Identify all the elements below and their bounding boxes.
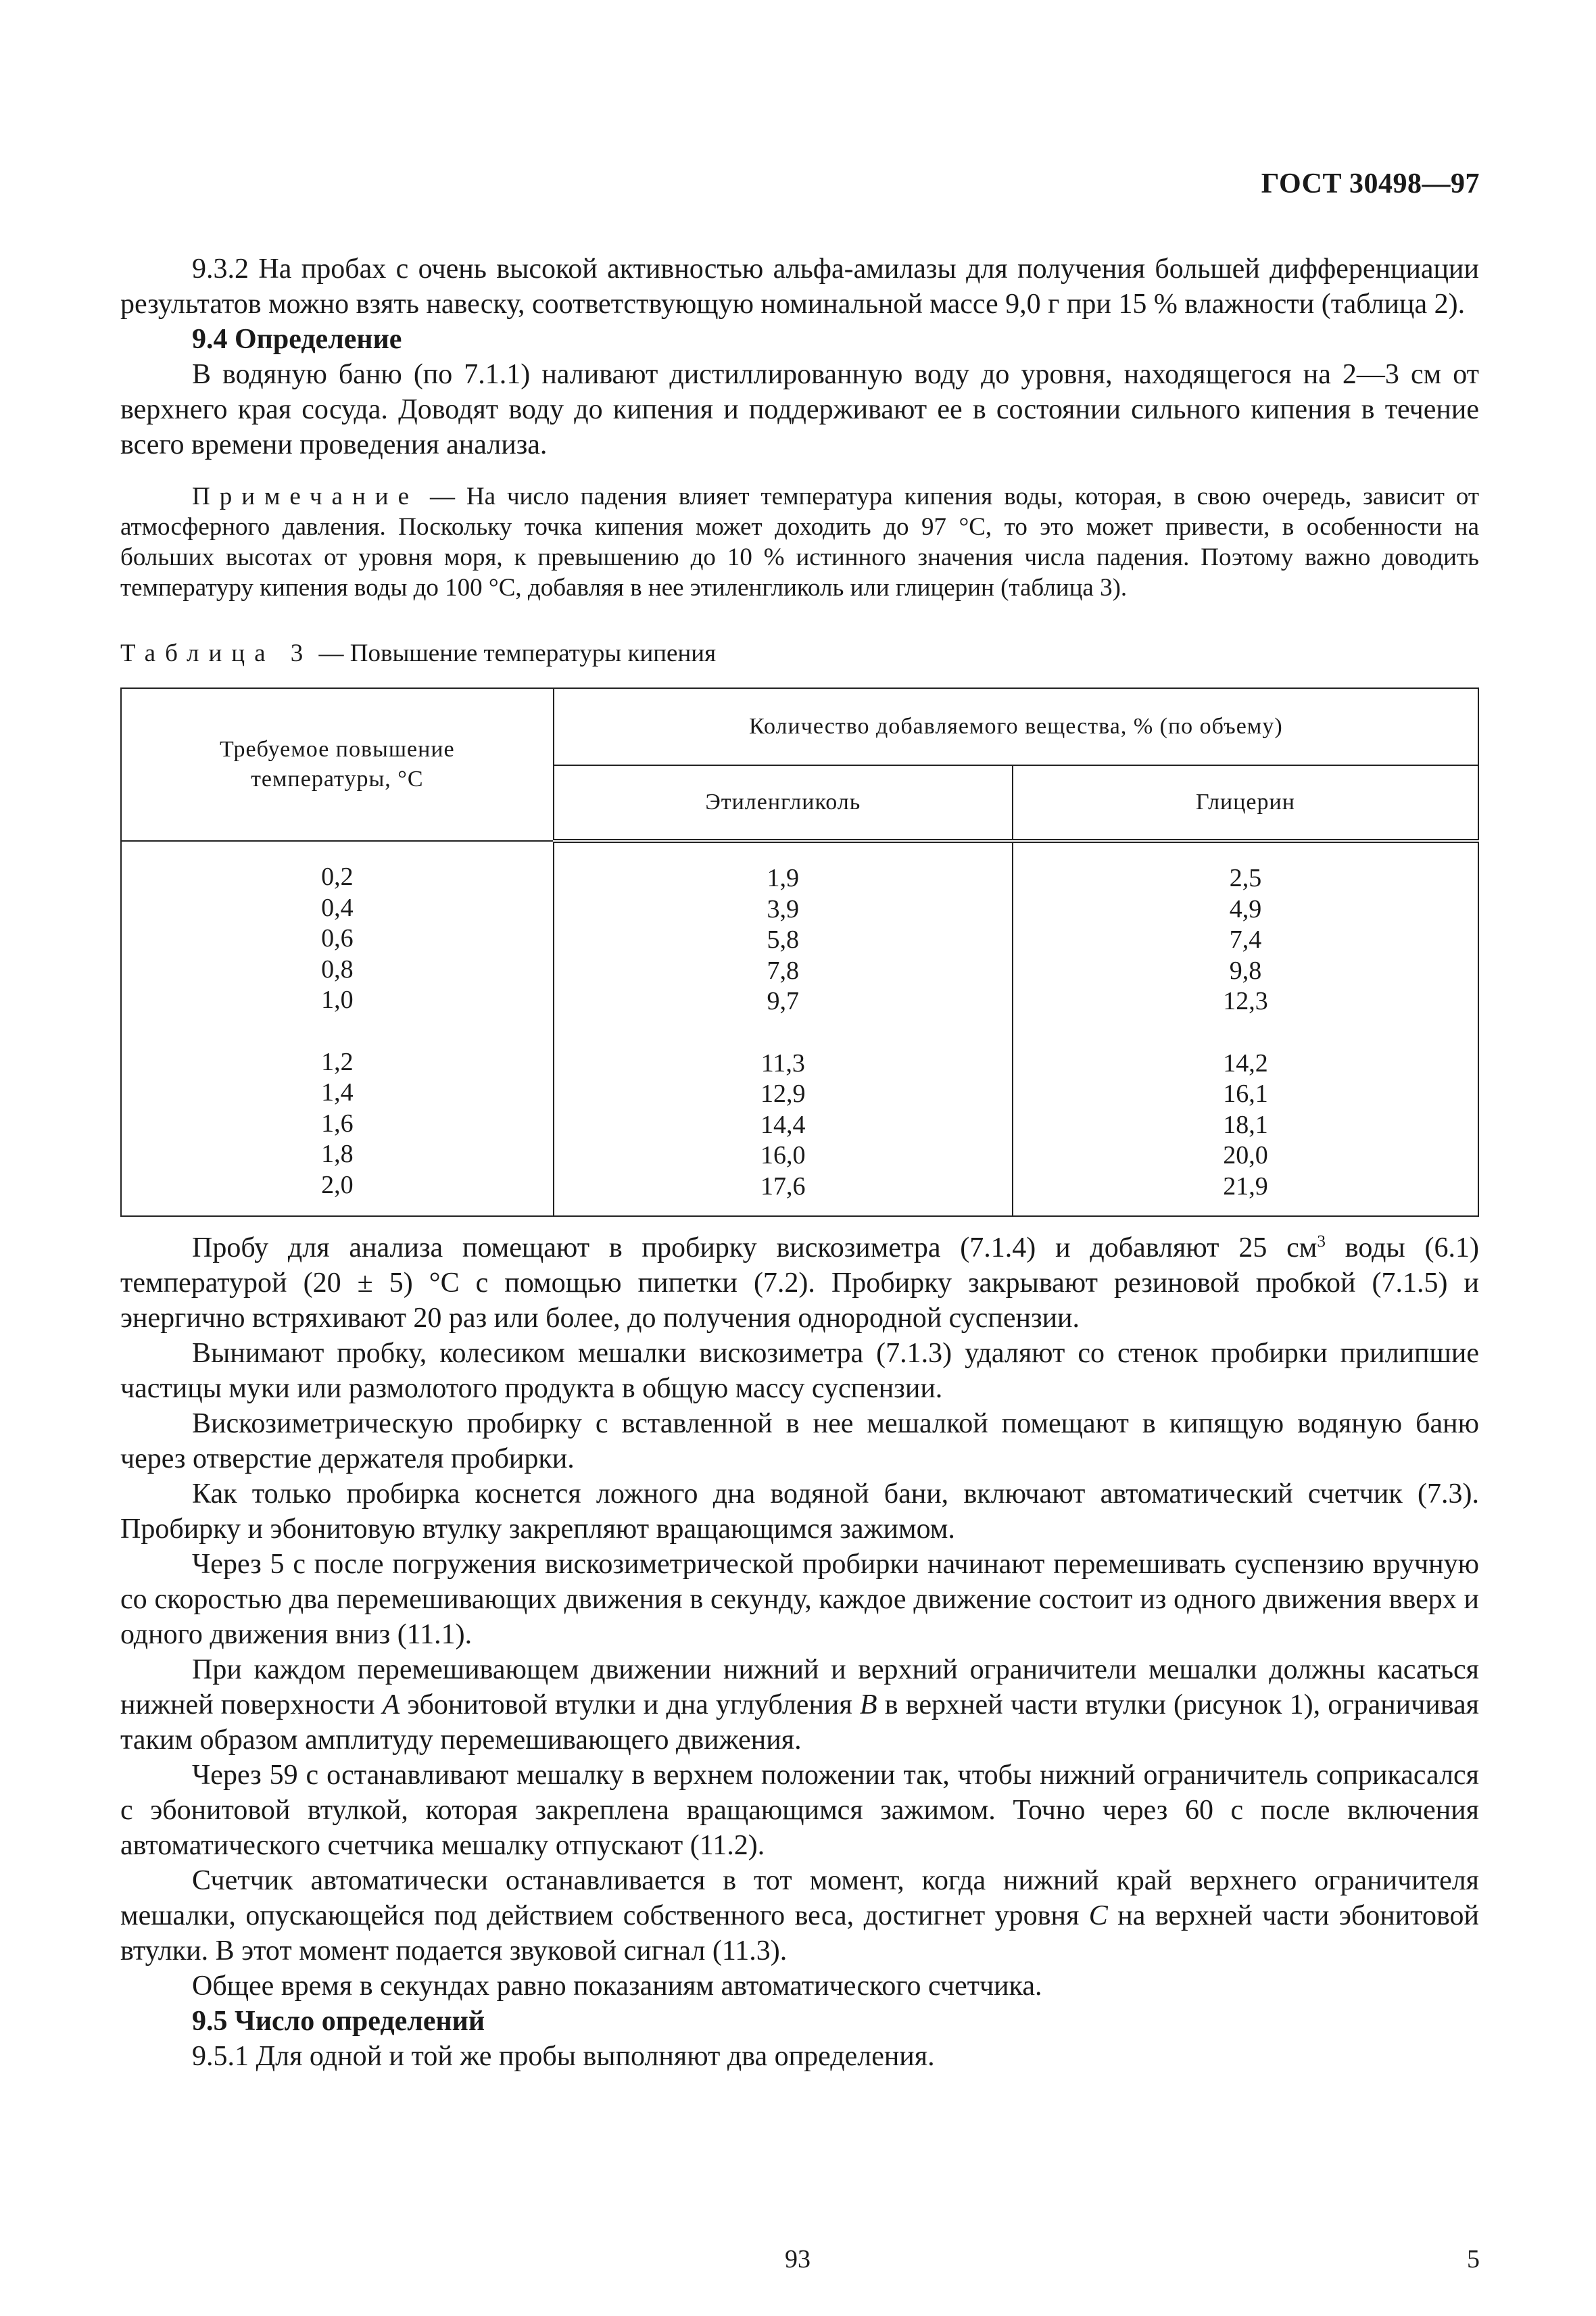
paragraph-tube: Вискозиметрическую пробирку с вставленной в нее мешалкой помещают в кипящую водяную баню через отверстие держателя пробирки. [120, 1408, 1479, 1474]
temperature-values-1: 0,2 0,4 0,6 0,8 1,0 [321, 863, 354, 1014]
table-row [121, 841, 1478, 1216]
note-label: Примечание [192, 483, 418, 510]
document-code: ГОСТ 30498—97 [1261, 168, 1480, 199]
label-c: С [1088, 1900, 1108, 1931]
table-caption-text: — Повышение температуры кипения [318, 640, 717, 667]
glycerin-values-1: 2,5 4,9 7,4 9,8 12,3 [1223, 864, 1268, 1015]
header-ethylene-glycol: Этиленгликоль [554, 765, 1013, 841]
paragraph-stop-part1: Счетчик автоматически останавливается в тот момент, когда нижний край верхнего ограничителя мешалки, опускающейся под действием собственного веса, достигнет уровня [120, 1865, 1479, 1931]
glycerin-values-2: 14,2 16,1 18,1 20,0 21,9 [1223, 1048, 1268, 1201]
table-caption [120, 638, 1479, 669]
paragraph-counter: Как только пробирка коснется ложного дна водяной бани, включают автоматический счетчик (7.3). Пробирку и эбонитовую втулку закрепляют вращающимся зажимом. [120, 1478, 1479, 1545]
ethylene-glycol-values-2: 11,3 12,9 14,4 16,0 17,6 [760, 1048, 806, 1201]
section-heading-9-5: 9.5 Число определений [192, 2006, 485, 2037]
header-required-increase: Требуемое повышение температуры, °С [121, 688, 554, 841]
page-number-right: 5 [1467, 2245, 1480, 2273]
paragraph-9-5-1: 9.5.1 Для одной и той же пробы выполняют два определения. [192, 2041, 935, 2072]
table-cell [554, 841, 1013, 1216]
paragraph-stop-counter [120, 1863, 1479, 1969]
header-glycerin: Глицерин [1013, 765, 1478, 841]
paragraph-sample-part1: Пробу для анализа помещают в пробирку вискозиметра (7.1.4) и добавляют 25 см [192, 1232, 1317, 1263]
paragraph-limiters-part1: При каждом перемешивающем движении нижний и верхний ограничители мешалки должны касаться нижней поверхности [120, 1654, 1479, 1720]
superscript-3: 3 [1317, 1232, 1326, 1251]
label-a: А [382, 1689, 400, 1720]
paragraph-sample [120, 1230, 1479, 1336]
paragraph-9-4: В водяную баню (по 7.1.1) наливают дистиллированную воду до уровня, находящегося на 2—3 см от верхнего края сосуда. Доводят воду до кипения и поддерживают ее в состоянии сильного кипения в течение всего времени проведения анализа. [120, 359, 1479, 460]
table-cell [121, 841, 554, 1216]
paragraph-stop-part2: на верхней части эбонитовой втулки. В этот момент подается звуковой сигнал (11.3). [120, 1900, 1479, 1967]
paragraph-59s: Через 59 с останавливают мешалку в верхнем положении так, чтобы нижний ограничитель соприкасался с эбонитовой втулкой, которая закреплена вращающимся зажимом. Точно через 60 с после включения автоматического счетчика мешалку отпускают (11.2). [120, 1760, 1479, 1861]
paragraph-limiters [120, 1652, 1479, 1758]
paragraph-limiters-part2: эбонитовой втулки и дна углубления [400, 1689, 860, 1720]
temperature-values-2: 1,2 1,4 1,6 1,8 2,0 [321, 1047, 354, 1199]
paragraph-stopper: Вынимают пробку, колесиком мешалки вискозиметра (7.1.3) удаляют со стенок пробирки прилипшие частицы муки или размолотого продукта в общую массу суспензии. [120, 1338, 1479, 1404]
boiling-temperature-table [120, 687, 1479, 1217]
label-b: В [859, 1689, 877, 1720]
page-content [120, 251, 1479, 2074]
ethylene-glycol-values-1: 1,9 3,9 5,8 7,8 9,7 [767, 864, 800, 1015]
section-heading-9-4: 9.4 Определение [192, 324, 402, 355]
table-cell [1013, 841, 1478, 1216]
note-block [120, 481, 1479, 603]
paragraph-9-3-2: 9.3.2 На пробах с очень высокой активностью альфа-амилазы для получения большей дифференциации результатов можно взять навеску, соответствующую номинальной массе 9,0 г при 15 % влажности (таблица 2). [120, 254, 1479, 320]
paragraph-sample-part2: воды (6.1) температурой (20 ± 5) °С с помощью пипетки (7.2). Пробирку закрывают резиновой пробкой (7.1.5) и энергично встряхивают 20 раз или более, до получения однородной суспензии. [120, 1232, 1479, 1334]
paragraph-stirring: Через 5 с после погружения вискозиметрической пробирки начинают перемешивать суспензию вручную со скоростью два перемешивающих движения в секунду, каждое движение состоит из одного движения вверх и одного движения вниз (11.1). [120, 1549, 1479, 1650]
table-caption-label: Таблица 3 [120, 640, 313, 667]
paragraph-total-time: Общее время в секундах равно показаниям автоматического счетчика. [192, 1971, 1042, 2002]
paragraph-limiters-part3: в верхней части втулки (рисунок 1), ограничивая таким образом амплитуду перемешивающего движения. [120, 1689, 1479, 1756]
page-number-center: 93 [785, 2245, 811, 2273]
note-text: — На число падения влияет температура кипения воды, которая, в свою очередь, зависит от атмосферного давления. Поскольку точка кипения может доходить до 97 °С, то это может привести, в особенности на больших высотах от уровня моря, к превышению до 10 % истинного значения числа падения. Поэтому важно доводить температуру кипения воды до 100 °С, добавляя в нее этиленгликоль или глицерин (таблица 3). [120, 483, 1480, 602]
procedure-text [120, 1230, 1479, 2074]
header-substance-amount: Количество добавляемого вещества, % (по объему) [554, 688, 1478, 765]
